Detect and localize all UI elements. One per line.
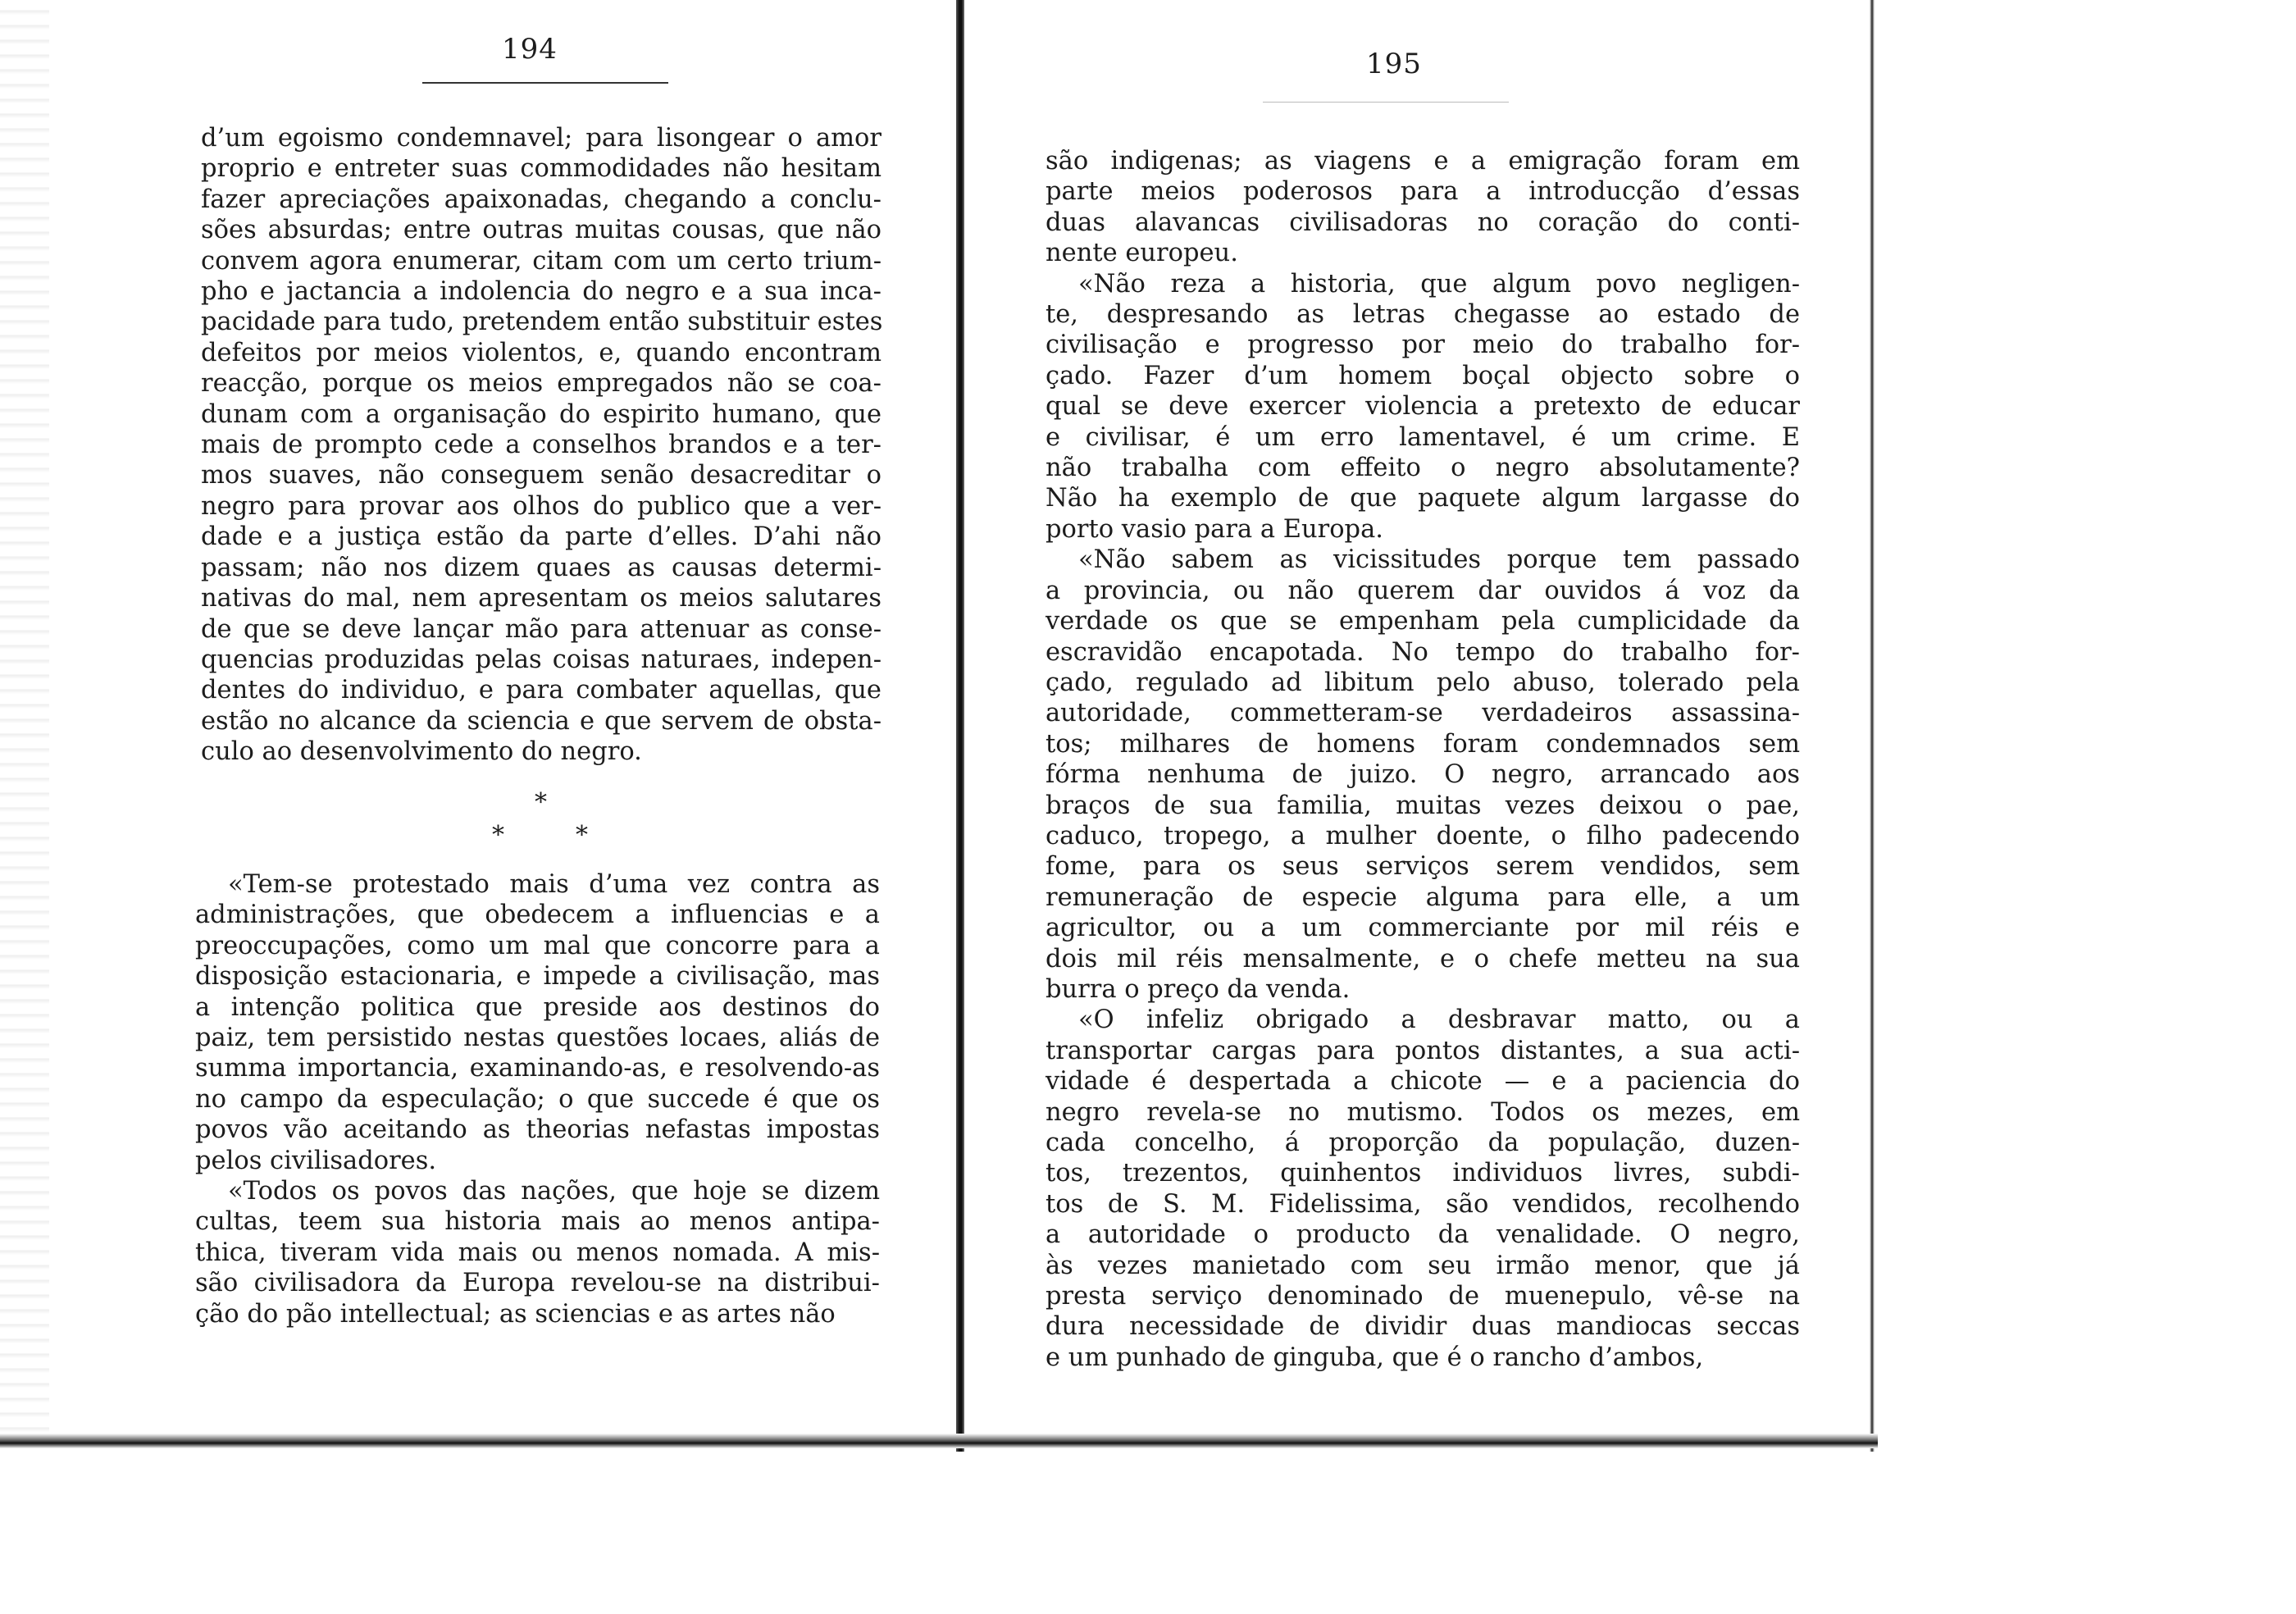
text-line: a intenção politica que preside aos destinos do (195, 992, 880, 1022)
paragraph (1046, 545, 1800, 1005)
text-line: tos, trezentos, quinhentos individuos livres, subdi- (1046, 1159, 1800, 1188)
text-line: cultas, teem sua historia mais ao menos antipa- (195, 1207, 880, 1237)
left-text-block-2 (195, 869, 880, 1329)
text-line: dade e a justiça estão da parte d’elles. D’ahi não (201, 522, 882, 552)
right-page (968, 0, 1878, 1452)
text-line: culo ao desenvolvimento do negro. (201, 737, 642, 767)
text-line: braços de sua familia, muitas vezes deixou o pae, (1046, 791, 1800, 820)
text-line: çado. Fazer d’um homem boçal objecto sobre o (1046, 361, 1800, 390)
text-line: «Tem-se protestado mais d’uma vez contra as (228, 870, 880, 899)
paragraph (195, 1176, 880, 1329)
header-rule (1263, 102, 1509, 103)
paragraph (195, 869, 880, 1176)
page-number-left: 194 (502, 33, 558, 66)
page-number-right: 195 (1366, 48, 1422, 80)
text-line: de que se deve lançar mão para attenuar as conse- (201, 614, 882, 644)
text-line: não trabalha com effeito o negro absolutamente? (1046, 454, 1800, 483)
text-line: agricultor, ou a um commerciante por mil réis e (1046, 914, 1800, 943)
left-page (0, 0, 959, 1452)
asterisk: * (535, 788, 547, 817)
text-line: autoridade, commetteram-se verdadeiros assassina- (1046, 699, 1800, 728)
text-line: summa importancia, examinando-as, e resolvendo-as (195, 1054, 880, 1083)
text-line: burra o preço da venda. (1046, 974, 1351, 1004)
text-line: mais de prompto cede a conselhos brandos e a ter- (201, 431, 882, 460)
asterism-separator (484, 787, 615, 853)
text-line: fome, para os seus serviços serem vendidos, sem (1046, 852, 1800, 882)
text-line: pho e jactancia a indolencia do negro e a sua inca- (201, 277, 882, 307)
text-line: dunam com a organisação do espirito humano, que (201, 399, 882, 429)
text-line: disposição estacionaria, e impede a civilisação, mas (195, 962, 880, 992)
text-line: te, despresando as letras chegasse ao estado de (1046, 300, 1800, 330)
right-text-block (1046, 146, 1800, 1373)
text-line: thica, tiveram vida mais ou menos nomada. A mis- (195, 1238, 880, 1267)
text-line: proprio e entreter suas commodidades não hesitam (201, 154, 882, 184)
text-line: verdade os que se empenham pela cumplicidade da (1046, 607, 1800, 636)
text-line: presta serviço denominado de muenepulo, vê-se na (1046, 1282, 1800, 1311)
text-line: çado, regulado ad libitum pelo abuso, tolerado pela (1046, 668, 1800, 697)
text-line: dentes do individuo, e para combater aquellas, que (201, 676, 882, 705)
text-line: e civilisar, é um erro lamentavel, é um crime. E (1046, 422, 1800, 452)
paragraph (1046, 146, 1800, 269)
paragraph (1046, 269, 1800, 545)
text-line: administrações, que obedecem a influencias e a (195, 900, 880, 930)
text-line: mos suaves, não conseguem senão desacreditar o (201, 461, 882, 490)
page-bottom-edge (0, 1434, 1878, 1448)
text-line: duas alavancas civilisadoras no coração do conti- (1046, 207, 1800, 237)
page-edge (1870, 0, 1875, 1452)
text-line: tos; milhares de homens foram condemnados sem (1046, 729, 1800, 759)
text-line: paiz, tem persistido nestas questões locaes, aliás de (195, 1024, 880, 1053)
text-line: d’um egoismo condemnavel; para lisongear o amor (201, 124, 882, 153)
text-line: «Todos os povos das nações, que hoje se dizem (228, 1177, 880, 1206)
text-line: nativas do mal, nem apresentam os meios salutares (201, 584, 882, 613)
text-line: fórma nenhuma de juizo. O negro, arrancado aos (1046, 760, 1800, 790)
text-line: estão no alcance da sciencia e que servem de obsta- (201, 706, 882, 736)
text-line: são indigenas; as viagens e a emigração foram em (1046, 147, 1800, 176)
text-line: às vezes manietado com seu irmão menor, que já (1046, 1251, 1800, 1280)
text-line: dois mil réis mensalmente, e o chefe metteu na sua (1046, 944, 1800, 973)
text-line: preoccupações, como um mal que concorre para a (195, 931, 880, 960)
text-line: defeitos por meios violentos, e, quando encontram (201, 338, 882, 367)
text-line: pacidade para tudo, pretendem então substituir estes (201, 308, 883, 337)
text-line: são civilisadora da Europa revelou-se na distribui- (195, 1269, 880, 1298)
text-line: caduco, tropego, a mulher doente, o filho padecendo (1046, 821, 1800, 850)
book-gutter (956, 0, 964, 1452)
text-line: «Não reza a historia, que algum povo negligen- (1078, 269, 1800, 299)
paragraph (201, 123, 882, 768)
text-line: a autoridade o producto da venalidade. O negro, (1046, 1220, 1800, 1250)
text-line: fazer apreciações apaixonadas, chegando a conclu- (201, 185, 882, 214)
text-line: remuneração de especie alguma para elle, a um (1046, 882, 1800, 912)
text-line: pelos civilisadores. (195, 1146, 437, 1175)
text-line: escravidão encapotada. No tempo do trabalho for- (1046, 637, 1800, 667)
text-line: cada concelho, á proporção da população, duzen- (1046, 1128, 1800, 1157)
text-line: Não ha exemplo de que paquete algum largasse do (1046, 484, 1800, 513)
header-rule (422, 82, 668, 84)
text-line: convem agora enumerar, citam com um certo trium- (201, 246, 882, 276)
text-line: povos vão aceitando as theorias nefastas impostas (195, 1115, 880, 1145)
text-line: dura necessidade de dividir duas mandiocas seccas (1046, 1312, 1800, 1342)
text-line: sões absurdas; entre outras muitas cousas, que não (201, 216, 882, 245)
text-line: no campo da especulação; o que succede é que os (195, 1084, 880, 1114)
asterisk: * (576, 821, 588, 850)
text-line: «Não sabem as vicissitudes porque tem passado (1078, 545, 1800, 575)
text-line: vidade é despertada a chicote — e a paciencia do (1046, 1067, 1800, 1097)
paragraph (1046, 1005, 1800, 1373)
text-line: civilisação e progresso por meio do trabalho for- (1046, 331, 1800, 360)
text-line: quencias produzidas pelas coisas naturaes, indepen- (201, 645, 882, 674)
text-line: qual se deve exercer violencia a pretexto de educar (1046, 392, 1800, 422)
asterisk: * (492, 821, 504, 850)
text-line: «O infeliz obrigado a desbravar matto, ou a (1078, 1005, 1800, 1035)
left-text-block-1 (201, 123, 882, 768)
text-line: parte meios poderosos para a introducção d’essas (1046, 177, 1800, 207)
text-line: negro revela-se no mutismo. Todos os mezes, em (1046, 1097, 1800, 1127)
text-line: porto vasio para a Europa. (1046, 514, 1383, 544)
text-line: ção do pão intellectual; as sciencias e as artes não (195, 1299, 836, 1329)
text-line: passam; não nos dizem quaes as causas determi- (201, 553, 882, 582)
text-line: a provincia, ou não querem dar ouvidos á voz da (1046, 576, 1800, 605)
text-line: reacção, porque os meios empregados não se coa- (201, 369, 882, 399)
text-line: tos de S. M. Fidelissima, são vendidos, recolhendo (1046, 1189, 1800, 1219)
text-line: transportar cargas para pontos distantes, a sua acti- (1046, 1036, 1800, 1065)
text-line: e um punhado de ginguba, que é o rancho d’ambos, (1046, 1343, 1704, 1372)
text-line: negro para provar aos olhos do publico que a ver- (201, 491, 882, 521)
text-line: nente europeu. (1046, 239, 1238, 268)
